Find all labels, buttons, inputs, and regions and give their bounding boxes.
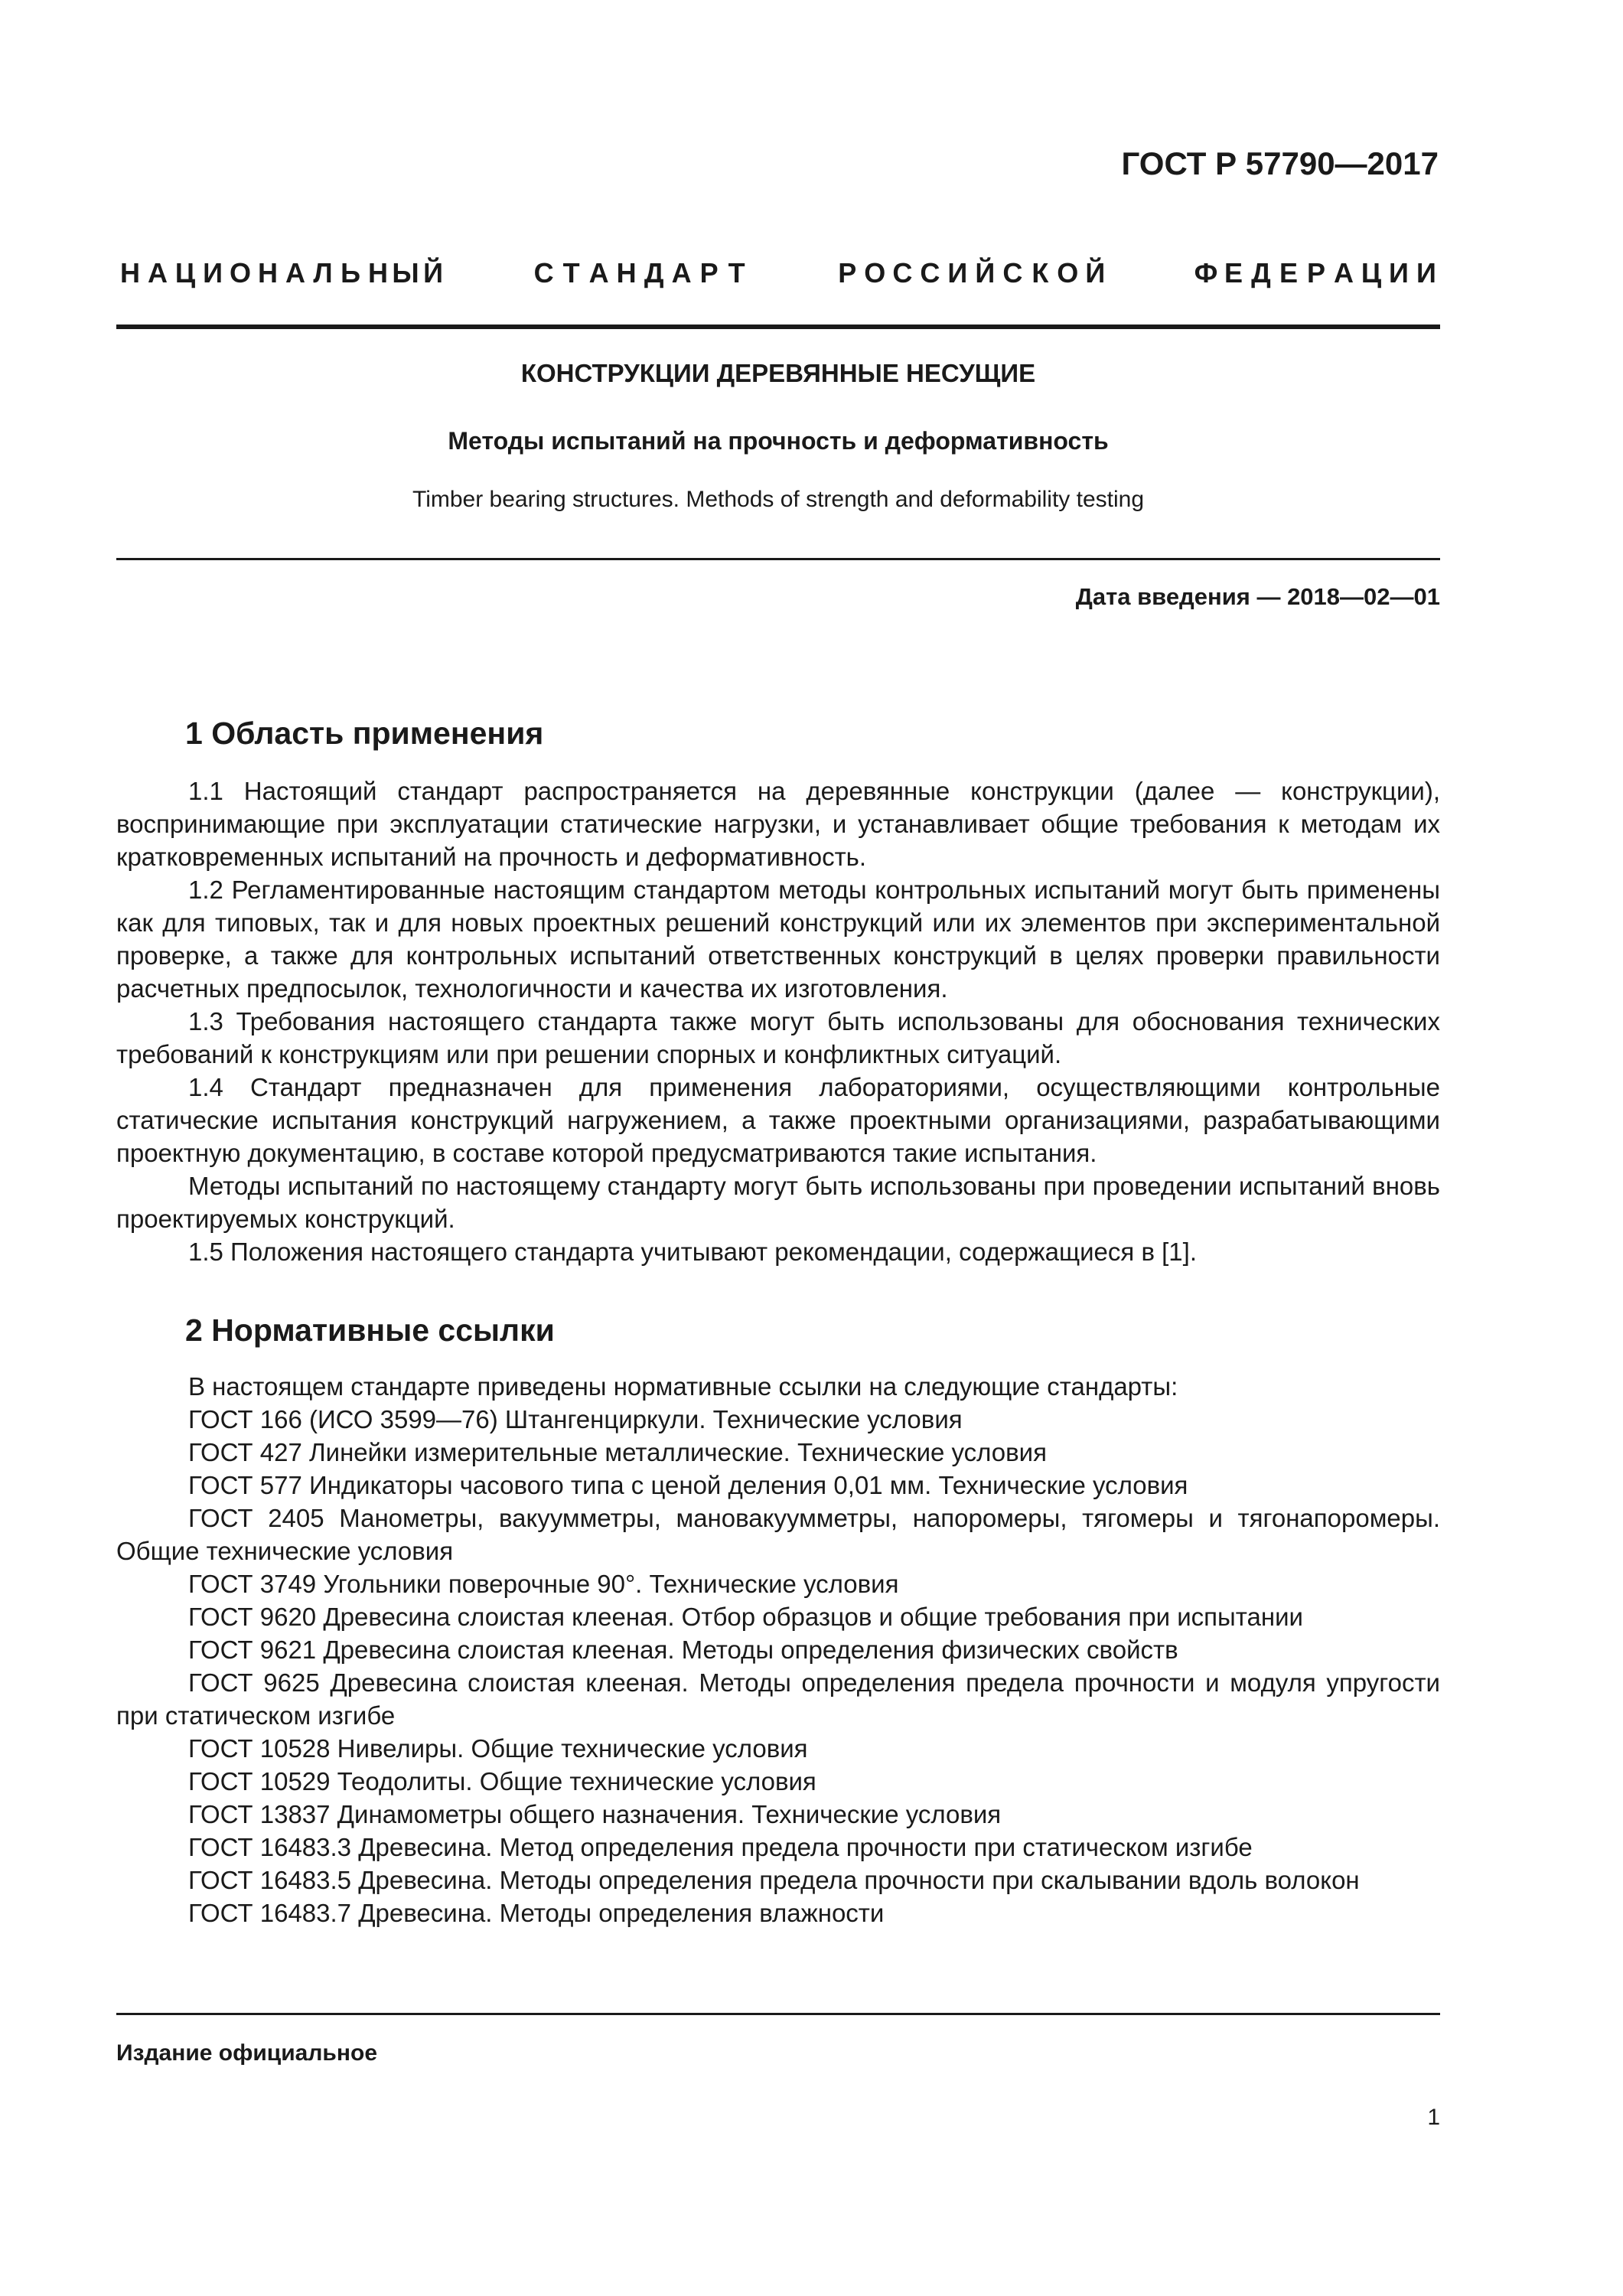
banner-letter: Т xyxy=(562,257,580,289)
reference-item: ГОСТ 9621 Древесина слоистая клееная. Методы определения физических свойств xyxy=(188,1636,1178,1664)
banner-letter: Р xyxy=(1306,257,1325,289)
banner-letter: И xyxy=(203,257,223,289)
paragraph: 1.3 Требования настоящего стандарта также могут быть использованы для обоснования технических требований к конструкциям или при решении спорных и конфликтных ситуаций. xyxy=(116,1007,1440,1068)
document-title: КОНСТРУКЦИИ ДЕРЕВЯННЫЕ НЕСУЩИЕ xyxy=(520,359,1036,387)
section-heading-scope: 1 Область применения xyxy=(185,716,544,751)
banner-letter: О xyxy=(1057,257,1079,289)
banner-letter: Й xyxy=(975,257,996,289)
banner-letter: А xyxy=(588,257,609,289)
banner-letter: К xyxy=(1031,257,1049,289)
header-divider xyxy=(116,325,1440,329)
banner-letter: С xyxy=(533,257,554,289)
section-body-scope xyxy=(116,775,1440,1268)
page-number: 1 xyxy=(1427,2105,1440,2130)
section-heading-references: 2 Нормативные ссылки xyxy=(185,1313,555,1348)
banner-letter: А xyxy=(1333,257,1354,289)
banner-letter: Н xyxy=(120,257,140,289)
banner-letter: А xyxy=(148,257,168,289)
banner-letter: Р xyxy=(838,257,857,289)
document-id: ГОСТ Р 57790—2017 xyxy=(1121,145,1439,181)
banner-letter: Е xyxy=(1279,257,1298,289)
banner-letter: Ц xyxy=(174,257,196,289)
banner-letter: Н xyxy=(258,257,278,289)
banner-letter: А xyxy=(285,257,305,289)
paragraph: Методы испытаний по настоящему стандарту могут быть использованы при проведении испытаний вновь проектируемых конструкций. xyxy=(116,1172,1440,1233)
banner-word xyxy=(1192,254,1440,292)
banner-word xyxy=(833,254,1109,292)
banner-letter: Ь xyxy=(341,257,360,289)
banner-letter: Ц xyxy=(1361,257,1382,289)
paragraph: 1.1 Настоящий стандарт распространяется на деревянные конструкции (далее — конструкции), воспринимающие при эксплуатации статические нагрузки, и устанавливает общие требования к методам их кратковременных испытаний на прочность и деформативность. xyxy=(116,777,1440,871)
banner-letter: Ы xyxy=(392,257,419,289)
document-title-english: Timber bearing structures. Methods of strength and deformability testing xyxy=(412,487,1144,512)
reference-item: ГОСТ 2405 Манометры, вакуумметры, мановакуумметры, напоромеры, тягомеры и тягонапоромеры. Общие технические условия xyxy=(116,1504,1440,1565)
banner-letter: С xyxy=(892,257,913,289)
reference-item: ГОСТ 427 Линейки измерительные металлические. Технические условия xyxy=(188,1438,1047,1466)
reference-item: ГОСТ 10529 Теодолиты. Общие технические условия xyxy=(188,1767,816,1795)
section-body-references xyxy=(116,1370,1440,1929)
introduction-date: Дата введения — 2018—02—01 xyxy=(1075,583,1440,610)
official-edition-label: Издание официальное xyxy=(116,2040,378,2066)
banner-letter: Й xyxy=(1085,257,1106,289)
reference-item: ГОСТ 9620 Древесина слоистая клееная. Отбор образцов и общие требования при испытании xyxy=(188,1603,1303,1631)
banner-letter: С xyxy=(920,257,940,289)
banner-letter: Д xyxy=(644,257,664,289)
banner-letter: Р xyxy=(699,257,719,289)
banner-word xyxy=(116,254,447,292)
banner-letter: О xyxy=(864,257,886,289)
banner-letter: Л xyxy=(313,257,333,289)
banner-letter: Ф xyxy=(1194,257,1218,289)
paragraph: 1.5 Положения настоящего стандарта учитывают рекомендации, содержащиеся в [1]. xyxy=(188,1238,1198,1266)
banner-letter: Т xyxy=(728,257,745,289)
banner-letter: Й xyxy=(423,257,443,289)
banner-letter: С xyxy=(1002,257,1023,289)
banner-letter: Н xyxy=(368,257,388,289)
banner-word xyxy=(530,254,751,292)
paragraph: 1.4 Стандарт предназначен для применения лабораториями, осуществляющими контрольные статические испытания конструкций нагружением, а также проектными организациями, разрабатывающими проектную документацию, в составе которой предусматриваются такие испытания. xyxy=(116,1073,1440,1167)
banner-letter: О xyxy=(229,257,251,289)
reference-item: ГОСТ 3749 Угольники поверочные 90°. Технические условия xyxy=(188,1570,899,1598)
banner-letter: И xyxy=(1416,257,1436,289)
reference-item: ГОСТ 16483.5 Древесина. Методы определения предела прочности при скалывании вдоль волокон xyxy=(188,1866,1360,1894)
reference-item: ГОСТ 10528 Нивелиры. Общие технические условия xyxy=(188,1734,808,1763)
banner-letter: А xyxy=(671,257,692,289)
banner-letter: Е xyxy=(1224,257,1243,289)
banner-letter: И xyxy=(947,257,968,289)
footer-divider xyxy=(116,2013,1440,2015)
banner-letter: Д xyxy=(1251,257,1271,289)
paragraph: 1.2 Регламентированные настоящим стандартом методы контрольных испытаний могут быть применены как для типовых, так и для новых проектных решений конструкций или их элементов при экспериментальной проверке, а также для контрольных испытаний ответственных конструкций в целях проверки правильности расчетных предпосылок, технологичности и качества их изготовления. xyxy=(116,876,1440,1003)
document-subtitle: Методы испытаний на прочность и деформативность xyxy=(448,427,1109,455)
national-standard-banner xyxy=(116,254,1440,292)
reference-item: ГОСТ 166 (ИСО 3599—76) Штангенциркули. Технические условия xyxy=(188,1405,963,1433)
reference-item: ГОСТ 577 Индикаторы часового типа с ценой деления 0,01 мм. Технические условия xyxy=(188,1471,1188,1499)
reference-item: ГОСТ 9625 Древесина слоистая клееная. Методы определения предела прочности и модуля упругости при статическом изгибе xyxy=(116,1668,1440,1730)
banner-letter: Н xyxy=(616,257,637,289)
banner-letter: И xyxy=(1389,257,1409,289)
paragraph: В настоящем стандарте приведены нормативные ссылки на следующие стандарты: xyxy=(188,1372,1178,1401)
reference-item: ГОСТ 16483.7 Древесина. Методы определения влажности xyxy=(188,1899,885,1927)
reference-item: ГОСТ 13837 Динамометры общего назначения. Технические условия xyxy=(188,1800,1002,1828)
reference-item: ГОСТ 16483.3 Древесина. Метод определения предела прочности при статическом изгибе xyxy=(188,1833,1253,1861)
title-divider xyxy=(116,558,1440,560)
